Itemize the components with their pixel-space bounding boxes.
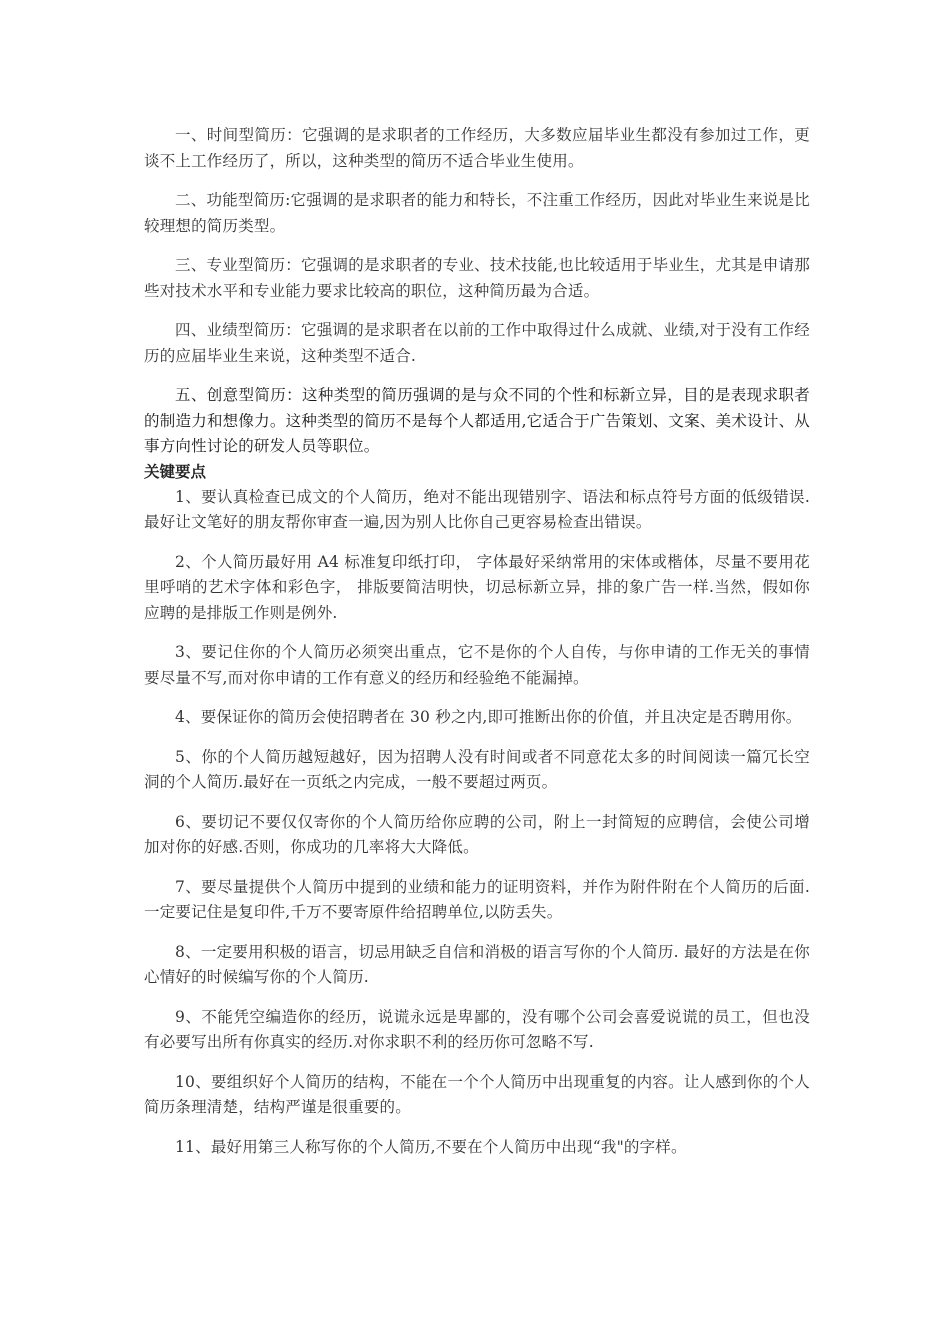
key-point-4: 4、要保证你的简历会使招聘者在 30 秒之内,即可推断出你的价值，并且决定是否聘用你。 bbox=[175, 708, 802, 726]
resume-type-creative: 五、创意型简历：这种类型的简历强调的是与众不同的个性和标新立异，目的是表现求职者的制造力和想像力。这种类型的简历不是每个人都适用,它适合于广告策划、文案、美术设计、从事方向性讨论的研发人员等职位。 bbox=[144, 386, 810, 455]
key-points-heading: 关键要点 bbox=[144, 462, 207, 481]
key-point-7: 7、要尽量提供个人简历中提到的业绩和能力的证明资料，并作为附件附在个人简历的后面.一定要记住是复印件,千万不要寄原件给招聘单位,以防丢失。 bbox=[144, 877, 810, 921]
key-point-10: 10、要组织好个人简历的结构，不能在一个个人简历中出现重复的内容。让人感到你的个人简历条理清楚，结构严谨是很重要的。 bbox=[144, 1072, 810, 1116]
key-point-9: 9、不能凭空编造你的经历，说谎永远是卑鄙的，没有哪个公司会喜爱说谎的员工，但也没有必要写出所有你真实的经历.对你求职不利的经历你可忽略不写. bbox=[144, 1007, 810, 1051]
key-point-2: 2、个人简历最好用 A4 标准复印纸打印， 字体最好采纳常用的宋体或楷体，尽量不要用花里呼哨的艺术字体和彩色字， 排版要简洁明快，切忌标新立异，排的象广告一样.当然，假如你应聘的是排版工作则是例外. bbox=[144, 552, 810, 622]
resume-type-chronological: 一、时间型简历：它强调的是求职者的工作经历，大多数应届毕业生都没有参加过工作，更谈不上工作经历了，所以，这种类型的简历不适合毕业生使用。 bbox=[144, 126, 810, 170]
key-point-3: 3、要记住你的个人简历必须突出重点，它不是你的个人自传，与你申请的工作无关的事情要尽量不写,而对你申请的工作有意义的经历和经验绝不能漏掉。 bbox=[144, 643, 810, 687]
key-point-6: 6、要切记不要仅仅寄你的个人简历给你应聘的公司，附上一封简短的应聘信，会使公司增加对你的好感.否则，你成功的几率将大大降低。 bbox=[144, 812, 810, 856]
document-body bbox=[144, 123, 810, 1174]
key-point-1: 1、要认真检查已成文的个人简历，绝对不能出现错别字、语法和标点符号方面的低级错误.最好让文笔好的朋友帮你审查一遍,因为别人比你自己更容易检查出错误。 bbox=[144, 487, 810, 531]
resume-type-professional: 三、专业型简历：它强调的是求职者的专业、技术技能,也比较适用于毕业生，尤其是申请那些对技术水平和专业能力要求比较高的职位，这种简历最为合适。 bbox=[144, 256, 810, 300]
resume-type-achievement: 四、业绩型简历：它强调的是求职者在以前的工作中取得过什么成就、业绩,对于没有工作经历的应届毕业生来说，这种类型不适合. bbox=[144, 321, 810, 365]
resume-type-functional: 二、功能型简历:它强调的是求职者的能力和特长，不注重工作经历，因此对毕业生来说是比较理想的简历类型。 bbox=[144, 191, 810, 235]
key-point-8: 8、一定要用积极的语言，切忌用缺乏自信和消极的语言写你的个人简历. 最好的方法是在你心情好的时候编写你的个人简历. bbox=[144, 942, 810, 986]
key-point-5: 5、你的个人简历越短越好，因为招聘人没有时间或者不同意花太多的时间阅读一篇冗长空洞的个人简历.最好在一页纸之内完成，一般不要超过两页。 bbox=[144, 747, 810, 791]
key-point-11: 11、最好用第三人称写你的个人简历,不要在个人简历中出现“我"的字样。 bbox=[175, 1137, 687, 1156]
